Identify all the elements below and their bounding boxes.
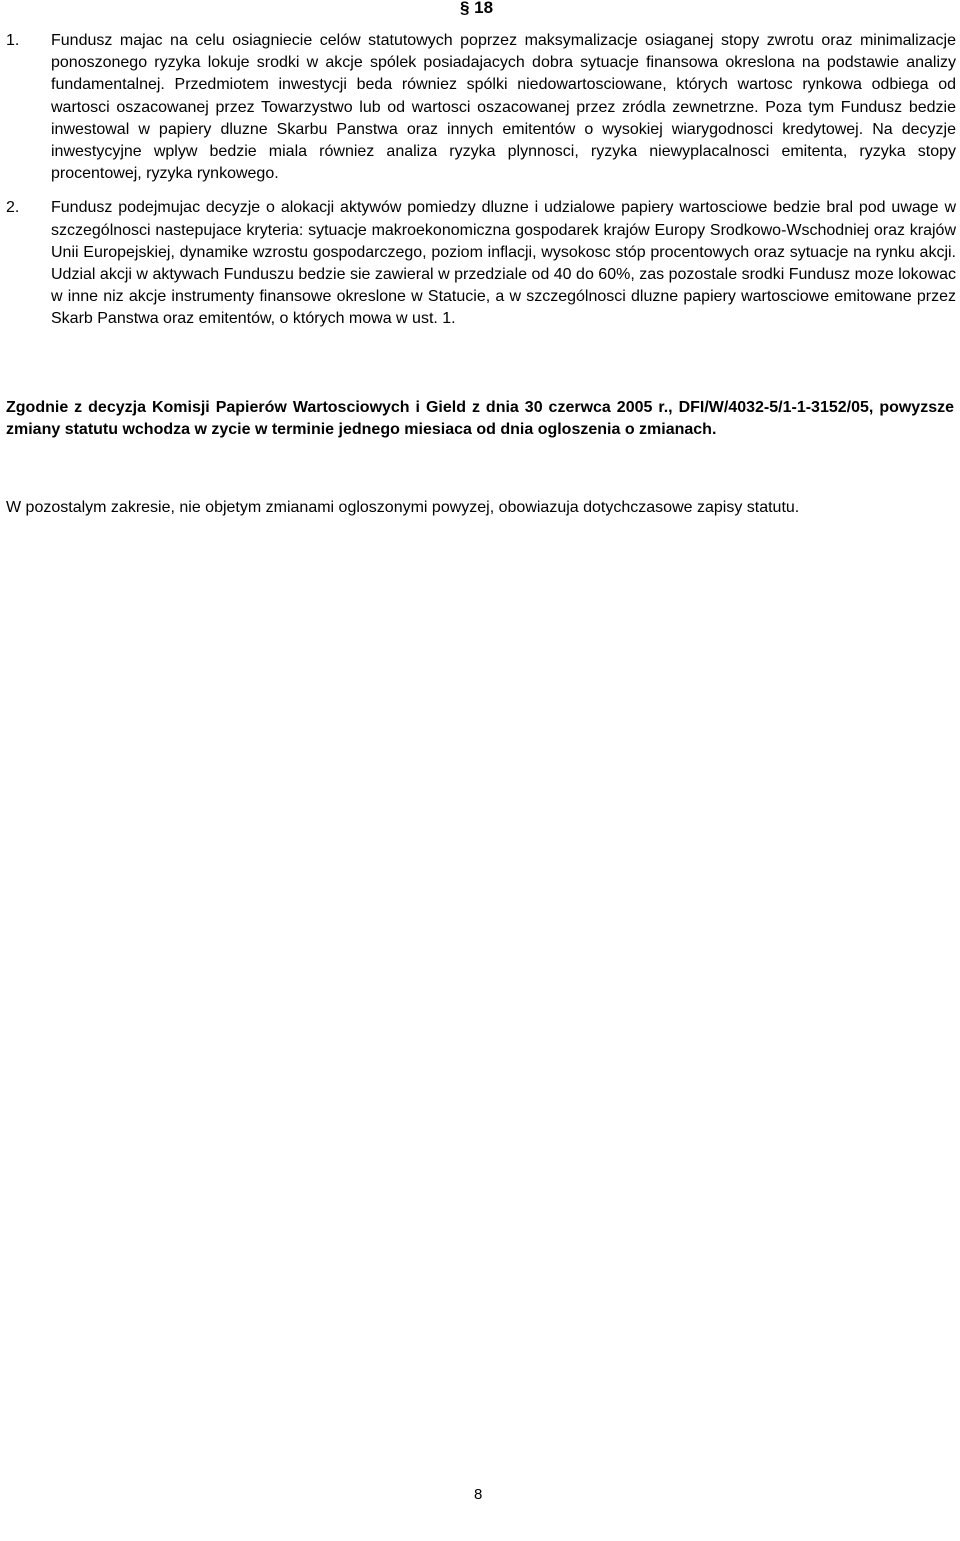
page-number: 8: [474, 1486, 483, 1503]
regulatory-notice: Zgodnie z decyzja Komisji Papierów Wartosciowych i Gield z dnia 30 czerwca 2005 r., DFI/W/4032-5/1-1-3152/05, powyzsze zmiany statutu wchodza w zycie w terminie jednego miesiaca od dnia ogloszenia o zmianach.: [6, 399, 954, 439]
list-item: [6, 30, 956, 185]
section-heading: § 18: [460, 0, 494, 17]
list-item: [6, 197, 956, 330]
list-item-text: Fundusz podejmujac decyzje o alokacji aktywów pomiedzy dluzne i udzialowe papiery wartosciowe bedzie bral pod uwage w szczególnosci nastepujace kryteria: sytuacje makroekonomiczna gospodarek krajów Europy Srodkowo-Wschodniej oraz krajów Unii Europejskiej, dynamike wzrostu gospodarczego, poziom inflacji, wysokosc stóp procentowych oraz sytuacje na rynku akcji. Udzial akcji w aktywach Funduszu bedzie sie zawieral w przedziale od 40 do 60%, zas pozostale srodki Fundusz moze lokowac w inne niz akcje instrumenty finansowe okreslone w Statucie, a w szczególnosci dluzne papiery wartosciowe emitowane przez Skarb Panstwa oraz emitentów, o których mowa w ust. 1.: [51, 199, 956, 328]
list-item-number: 2.: [6, 199, 20, 217]
numbered-list: [6, 30, 956, 331]
list-item-text: Fundusz majac na celu osiagniecie celów statutowych poprzez maksymalizacje osiaganej stopy zwrotu oraz minimalizacje ponoszonego ryzyka lokuje srodki w akcje spólek posiadajacych dobra sytuacje finansowa okreslona na podstawie analizy fundamentalnej. Przedmiotem inwestycji beda równiez spólki niedowartosciowane, których wartosc rynkowa odbiega od wartosci oszacowanej przez Towarzystwo lub od wartosci oszacowanej przez zródla zewnetrzne. Poza tym Fundusz bedzie inwestowal w papiery dluzne Skarbu Panstwa oraz innych emitentów o wysokiej wiarygodnosci kredytowej. Na decyzje inwestycyjne wplyw bedzie miala równiez analiza ryzyka plynnosci, ryzyka niewyplacalnosci emitenta, ryzyka stopy procentowej, ryzyka rynkowego.: [51, 32, 956, 183]
list-item-number: 1.: [6, 32, 20, 49]
closing-paragraph: W pozostalym zakresie, nie objetym zmianami ogloszonymi powyzej, obowiazuja dotychczasowe zapisy statutu.: [6, 499, 800, 516]
